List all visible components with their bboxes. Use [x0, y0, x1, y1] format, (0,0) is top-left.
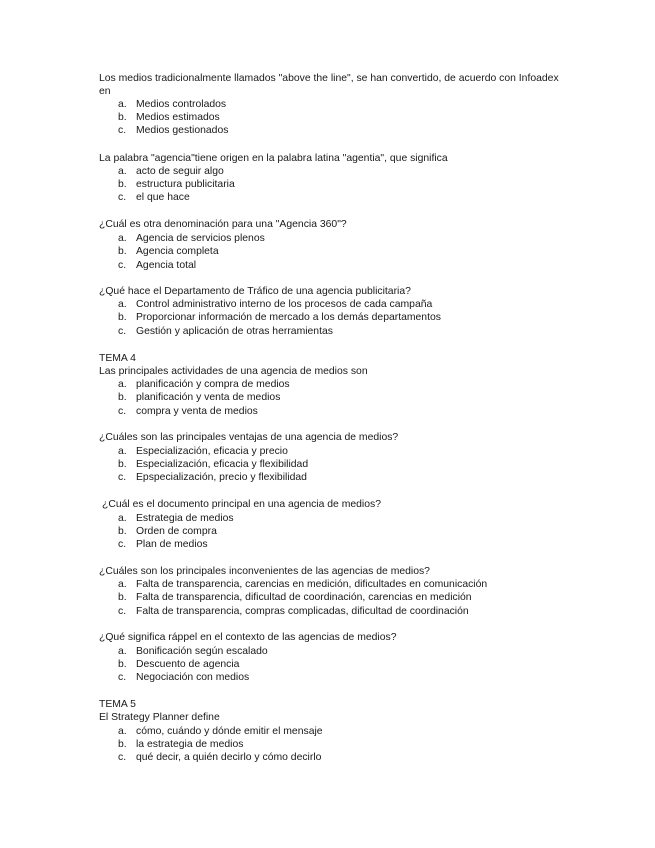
- option-letter: b.: [118, 312, 127, 323]
- option-letter: b.: [118, 392, 127, 403]
- option-text: acto de seguir algo: [136, 166, 224, 177]
- option-text: Agencia completa: [136, 246, 219, 257]
- option-text: Orden de compra: [136, 526, 217, 537]
- option-text: estructura publicitaria: [136, 179, 235, 190]
- option-letter: c.: [118, 672, 127, 683]
- option-text: Bonificación según escalado: [136, 646, 268, 657]
- question-text: ¿Cuáles son las principales ventajas de una agencia de medios?: [99, 432, 399, 443]
- question-text: ¿Cuál es otra denominación para una "Agencia 360"?: [99, 219, 347, 230]
- option-letter: c.: [118, 192, 127, 203]
- option-letter: b.: [118, 526, 127, 537]
- question-text: ¿Cuál es el documento principal en una agencia de medios?: [102, 499, 381, 510]
- question-text: La palabra "agencia"tiene origen en la palabra latina "agentia", que significa: [99, 153, 448, 164]
- option-letter: b.: [118, 112, 127, 123]
- option-letter: c.: [118, 606, 127, 617]
- option-text: Plan de medios: [136, 539, 208, 550]
- option-text: Estrategia de medios: [136, 513, 234, 524]
- option-letter: b.: [118, 246, 127, 257]
- question-text: Los medios tradicionalmente llamados "above the line", se han convertido, de acuerdo con Infoadex: [99, 73, 559, 84]
- option-text: qué decir, a quién decirlo y cómo decirlo: [136, 752, 322, 763]
- option-text: Agencia de servicios plenos: [136, 233, 265, 244]
- option-letter: a.: [118, 299, 127, 310]
- option-text: Medios gestionados: [136, 125, 229, 136]
- option-text: Descuento de agencia: [136, 659, 240, 670]
- option-text: Falta de transparencia, carencias en medición, dificultades en comunicación: [136, 579, 488, 590]
- option-text: compra y venta de medios: [136, 406, 258, 417]
- question-text: ¿Qué hace el Departamento de Tráfico de una agencia publicitaria?: [99, 286, 411, 297]
- option-letter: c.: [118, 406, 127, 417]
- option-letter: c.: [118, 326, 127, 337]
- option-text: Medios controlados: [136, 99, 227, 110]
- option-letter: a.: [118, 379, 127, 390]
- option-text: Epspecialización, precio y flexibilidad: [136, 472, 307, 483]
- option-text: Control administrativo interno de los procesos de cada campaña: [136, 299, 433, 310]
- question-text: ¿Cuáles son los principales inconvenientes de las agencias de medios?: [99, 566, 430, 577]
- option-text: la estrategia de medios: [136, 739, 244, 750]
- section-heading: TEMA 4: [99, 353, 136, 364]
- option-letter: c.: [118, 260, 127, 271]
- option-letter: b.: [118, 659, 127, 670]
- option-letter: a.: [118, 579, 127, 590]
- question-text: Las principales actividades de una agencia de medios son: [99, 366, 368, 377]
- option-text: Proporcionar información de mercado a los demás departamentos: [136, 312, 441, 323]
- option-letter: b.: [118, 739, 127, 750]
- option-text: Especialización, eficacia y precio: [136, 446, 288, 457]
- question-text: ¿Qué significa ráppel en el contexto de las agencias de medios?: [99, 632, 397, 643]
- option-text: Negociación con medios: [136, 672, 250, 683]
- option-text: cómo, cuándo y dónde emitir el mensaje: [136, 726, 323, 737]
- option-letter: a.: [118, 166, 127, 177]
- option-text: el que hace: [136, 192, 190, 203]
- option-letter: c.: [118, 125, 127, 136]
- option-text: Agencia total: [136, 260, 197, 271]
- option-letter: b.: [118, 179, 127, 190]
- option-letter: a.: [118, 726, 127, 737]
- option-letter: a.: [118, 446, 127, 457]
- option-letter: c.: [118, 472, 127, 483]
- option-letter: b.: [118, 459, 127, 470]
- option-text: Falta de transparencia, dificultad de coordinación, carencias en medición: [136, 592, 472, 603]
- option-letter: c.: [118, 752, 127, 763]
- section-heading: TEMA 5: [99, 699, 136, 710]
- option-text: Gestión y aplicación de otras herramientas: [136, 326, 333, 337]
- option-letter: a.: [118, 646, 127, 657]
- option-text: planificación y compra de medios: [136, 379, 290, 390]
- option-text: Falta de transparencia, compras complicadas, dificultad de coordinación: [136, 606, 469, 617]
- option-letter: c.: [118, 539, 127, 550]
- option-letter: a.: [118, 513, 127, 524]
- question-text: en: [99, 86, 111, 97]
- option-text: Medios estimados: [136, 112, 220, 123]
- option-text: Especialización, eficacia y flexibilidad: [136, 459, 309, 470]
- option-letter: a.: [118, 99, 127, 110]
- option-letter: b.: [118, 592, 127, 603]
- option-letter: a.: [118, 233, 127, 244]
- option-text: planificación y venta de medios: [136, 392, 281, 403]
- question-text: El Strategy Planner define: [99, 712, 220, 723]
